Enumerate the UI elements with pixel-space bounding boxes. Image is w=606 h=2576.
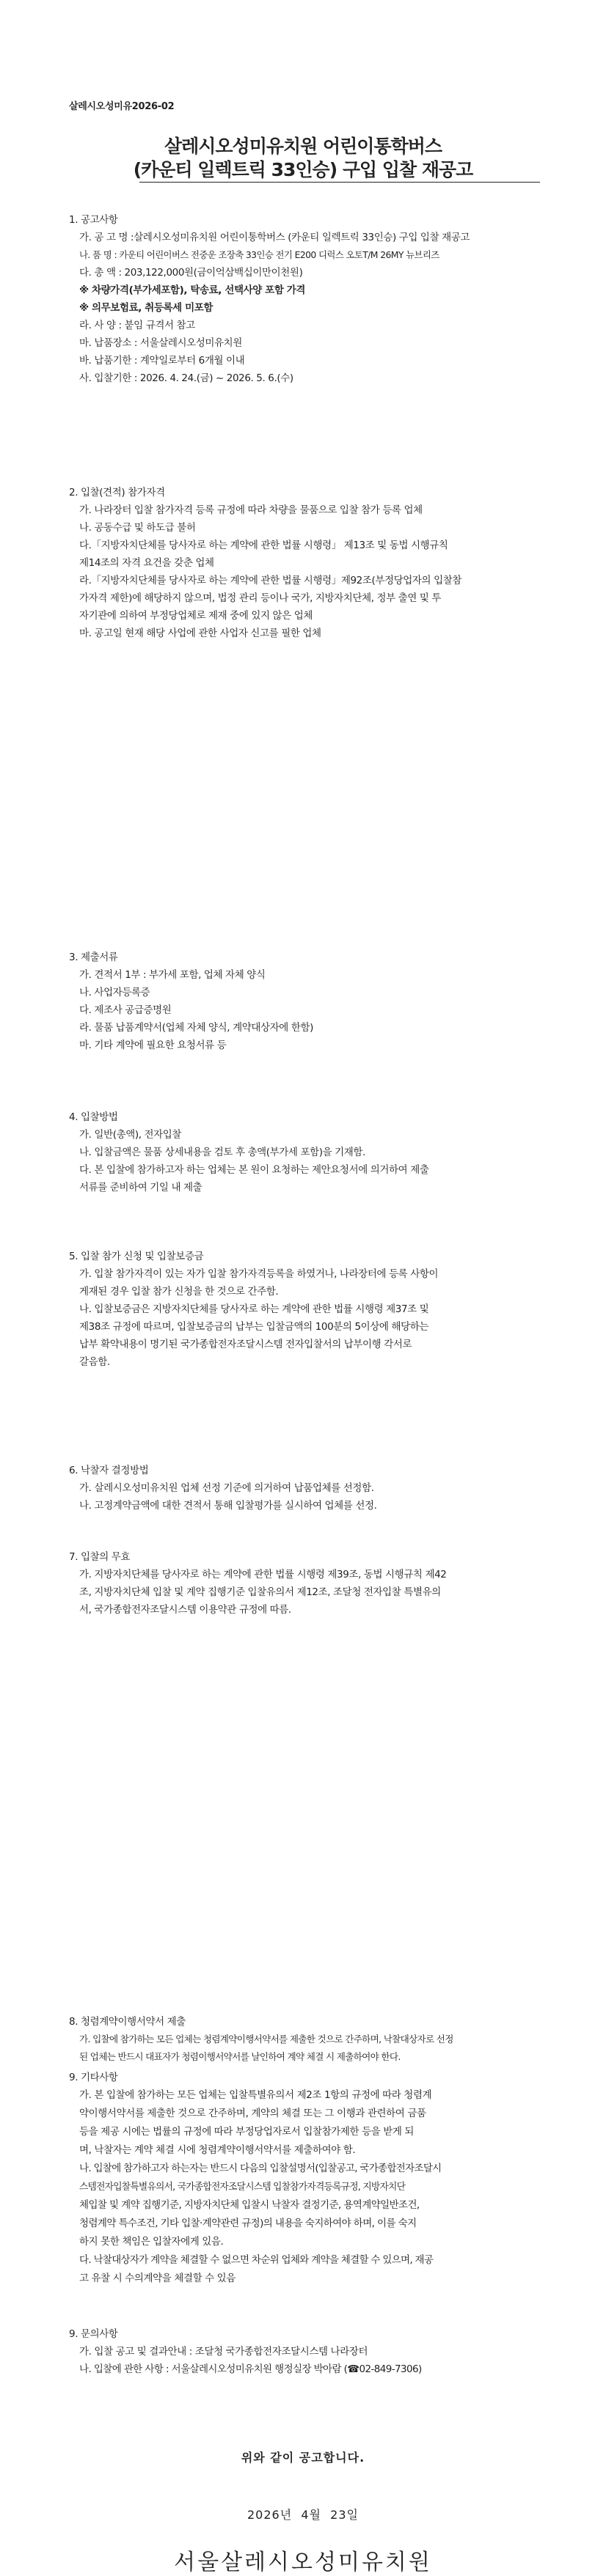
section-line: 나. 품 명 : 카운티 어린이버스 전중운 조장축 33인승 전기 E200 디럭스 오토T/M 26MY 뉴브리즈 (79, 249, 439, 260)
section-line: 가. 견적서 1부 : 부가세 포함, 업체 자체 양식 (79, 969, 266, 981)
section-heading: 7. 입찰의 무효 (69, 1551, 131, 1563)
section-line: 가. 입찰에 참가하는 모든 업체는 청렴계약이행서약서를 제출한 것으로 간주하며, 낙찰대상자로 선정 (79, 2034, 453, 2045)
section-line: 사. 입찰기한 : 2026. 4. 24.(금) ~ 2026. 5. 6.(수) (79, 372, 293, 384)
section-line: 다. 총 액 : 203,122,000원(금이억삼백십이만이천원) (79, 267, 303, 279)
section-line: 가. 지방자치단체를 당사자로 하는 계약에 관한 법률 시행령 제39조, 동법 시행규칙 제42 (79, 1569, 447, 1580)
section-line: 다. 제조사 공급증명원 (79, 1004, 172, 1016)
section-eligibility (69, 484, 539, 642)
section-heading: 4. 입찰방법 (69, 1111, 118, 1123)
section-heading: 9. 문의사항 (69, 2328, 118, 2340)
section-line: 서류를 준비하여 기일 내 제출 (79, 1182, 202, 1193)
section-line: 제38조 규정에 따르며, 입찰보증금의 납부는 입찰금액의 100분의 5이상에 해당하는 (79, 1321, 429, 1333)
notice-title-line-1: 살레시오성미유치원 어린이통학버스 (164, 136, 442, 157)
closing-statement: 위와 같이 공고합니다. (241, 2451, 365, 2465)
section-note: ※ 의무보험료, 취등록세 미포함 (79, 302, 213, 314)
section-line: 고 유찰 시 수의계약을 체결할 수 있음 (79, 2273, 236, 2284)
section-line: 서, 국가종합전자조달시스템 이용약관 규정에 따름. (79, 1604, 291, 1616)
section-heading: 6. 낙찰자 결정방법 (69, 1465, 149, 1476)
section-line: 가자격 제한)에 해당하지 않으며, 법정 관리 등이나 국가, 지방자치단체, 정부 출연 및 투 (79, 592, 442, 604)
section-line: 다. 본 입찰에 참가하고자 하는 업체는 본 원이 요청하는 제안요청서에 의거하여 제출 (79, 1164, 429, 1176)
section-other-matters (69, 2069, 539, 2288)
section-line: 가. 일반(총액), 전자입찰 (79, 1129, 182, 1141)
section-line: 나. 입찰금액은 물품 상세내용을 검토 후 총액(부가세 포함)을 기재함. (79, 1147, 365, 1158)
section-line: 라.「지방자치단체를 당사자로 하는 계약에 관한 법률 시행령」제92조(부정당업자의 입찰참 (79, 575, 462, 586)
section-line: 다.「지방자치단체를 당사자로 하는 계약에 관한 법률 시행령」 제13조 및 동법 시행규칙 (79, 540, 448, 551)
section-line: 가. 본 입찰에 참가하는 모든 업체는 입찰특별유의서 제2조 1항의 규정에 따라 청렴계 (79, 2089, 432, 2101)
section-line: 나. 입찰에 참가하고자 하는자는 반드시 다음의 입찰설명서(입찰공고, 국가종합전자조달시 (79, 2163, 442, 2174)
section-documents (69, 949, 539, 1054)
section-line: 등을 제공 시에는 법률의 규정에 따라 부정당업자로서 입찰참가제한 등을 받게 되 (79, 2126, 415, 2138)
section-line: 나. 사업자등록증 (79, 987, 150, 998)
section-line: 갈음함. (79, 1356, 110, 1368)
section-line: 라. 사 양 : 붙임 규격서 참고 (79, 320, 195, 331)
section-line: 하지 못한 책임은 입찰자에게 있음. (79, 2236, 224, 2248)
section-line: 납부 확약내용이 명기된 국가종합전자조달시스템 전자입찰서의 납부이행 각서로 (79, 1339, 412, 1350)
section-line: 가. 살레시오성미유치원 업체 선정 기준에 의거하여 납품업체를 선정함. (79, 1482, 374, 1494)
section-line: 나. 고정계약금액에 대한 견적서 통해 입찰평가를 실시하여 업체를 선정. (79, 1500, 377, 1512)
section-line: 청렴계약 특수조건, 기타 입찰·계약관련 규정)의 내용을 숙지하여야 하며, 이를 숙지 (79, 2218, 417, 2229)
section-note: ※ 차량가격(부가세포함), 탁송료, 선택사양 포함 가격 (79, 284, 306, 296)
document-code: 살레시오성미유2026-02 (69, 101, 175, 112)
section-line: 가. 입찰 공고 및 결과안내 : 조달청 국가종합전자조달시스템 나라장터 (79, 2346, 368, 2358)
section-heading: 3. 제출서류 (69, 952, 118, 963)
section-line: 며, 낙찰자는 계약 체결 시에 청렴계약이행서약서를 제출하여야 함. (79, 2144, 356, 2156)
section-inquiries (69, 2325, 539, 2378)
section-line: 마. 공고일 현재 해당 사업에 관한 사업자 신고를 필한 업체 (79, 628, 321, 639)
section-line: 나. 입찰보증금은 지방자치단체를 당사자로 하는 계약에 관한 법률 시행령 제37조 및 (79, 1303, 429, 1315)
section-line: 약이행서약서를 제출한 것으로 간주하며, 계약의 체결 또는 그 이행과 관련하여 금품 (79, 2108, 426, 2119)
section-line: 된 업체는 반드시 대표자가 청렴이행서약서를 날인하여 계약 체결 시 제출하여야 한다. (79, 2051, 401, 2062)
section-application-deposit (69, 1248, 539, 1371)
section-heading: 8. 청렴계약이행서약서 제출 (69, 2016, 186, 2028)
section-line: 가. 입찰 참가자격이 있는 자가 입찰 참가자격등록을 하였거나, 나라장터에 등록 사항이 (79, 1268, 439, 1280)
section-line: 다. 낙찰대상자가 계약을 체결할 수 없으면 차순위 업체와 계약을 체결할 수 있으며, 재공 (79, 2254, 434, 2266)
issuer-name: 서울살레시오성미유치원 (174, 2550, 432, 2575)
section-invalid-bids (69, 1548, 539, 1619)
announcement-date: 2026년 4월 23일 (247, 2508, 359, 2522)
section-line: 제14조의 자격 요건을 갖춘 업체 (79, 557, 214, 569)
section-line: 가. 공 고 명 :살레시오성미유치원 어린이통학버스 (카운티 일렉트릭 33인승) 구입 입찰 재공고 (79, 232, 470, 243)
section-line: 라. 물품 납품계약서(업체 자체 양식, 계약대상자에 한함) (79, 1022, 313, 1034)
section-bidding-method (69, 1108, 539, 1196)
section-line: 가. 나라장터 입찰 참가자격 등록 규정에 따라 차량을 물품으로 입찰 참가 등록 업체 (79, 504, 423, 516)
section-line: 게재된 경우 입찰 참가 신청을 한 것으로 간주함. (79, 1286, 279, 1298)
section-heading: 9. 기타사항 (69, 2072, 118, 2083)
section-line: 마. 기타 계약에 필요한 요청서류 등 (79, 1039, 227, 1051)
section-line: 체입찰 및 계약 집행기준, 지방자치단체 입찰시 낙찰자 결정기준, 용역계약일반조건, (79, 2199, 420, 2211)
title-underline (139, 182, 540, 183)
section-heading: 1. 공고사항 (69, 214, 118, 226)
section-line: 자기관에 의하여 부정당업체로 제재 중에 있지 않은 업체 (79, 610, 313, 622)
section-announcement (69, 211, 539, 387)
section-heading: 2. 입찰(견적) 참가자격 (69, 487, 165, 498)
section-winner-selection (69, 1462, 539, 1515)
section-integrity-pledge (69, 2013, 539, 2066)
section-line: 나. 입찰에 관한 사항 : 서울살레시오성미유치원 행정실장 박아람 (☎02-849-7306) (79, 2363, 422, 2375)
section-line: 스템전자입찰특별유의서, 국가종합전자조달시스템 입찰참가자격등록규정, 지방자치단 (79, 2182, 406, 2193)
section-line: 조, 지방자치단체 입찰 및 계약 집행기준 입찰유의서 제12조, 조달청 전자입찰 특별유의 (79, 1586, 441, 1598)
section-line: 마. 납품장소 : 서울살레시오성미유치원 (79, 337, 242, 349)
section-line: 바. 납품기한 : 계약일로부터 6개월 이내 (79, 355, 245, 367)
section-line: 나. 공동수급 및 하도급 불허 (79, 522, 196, 534)
section-heading: 5. 입찰 참가 신청 및 입찰보증금 (69, 1251, 204, 1262)
notice-title-line-2: (카운티 일렉트릭 33인승) 구입 입찰 재공고 (133, 159, 473, 180)
